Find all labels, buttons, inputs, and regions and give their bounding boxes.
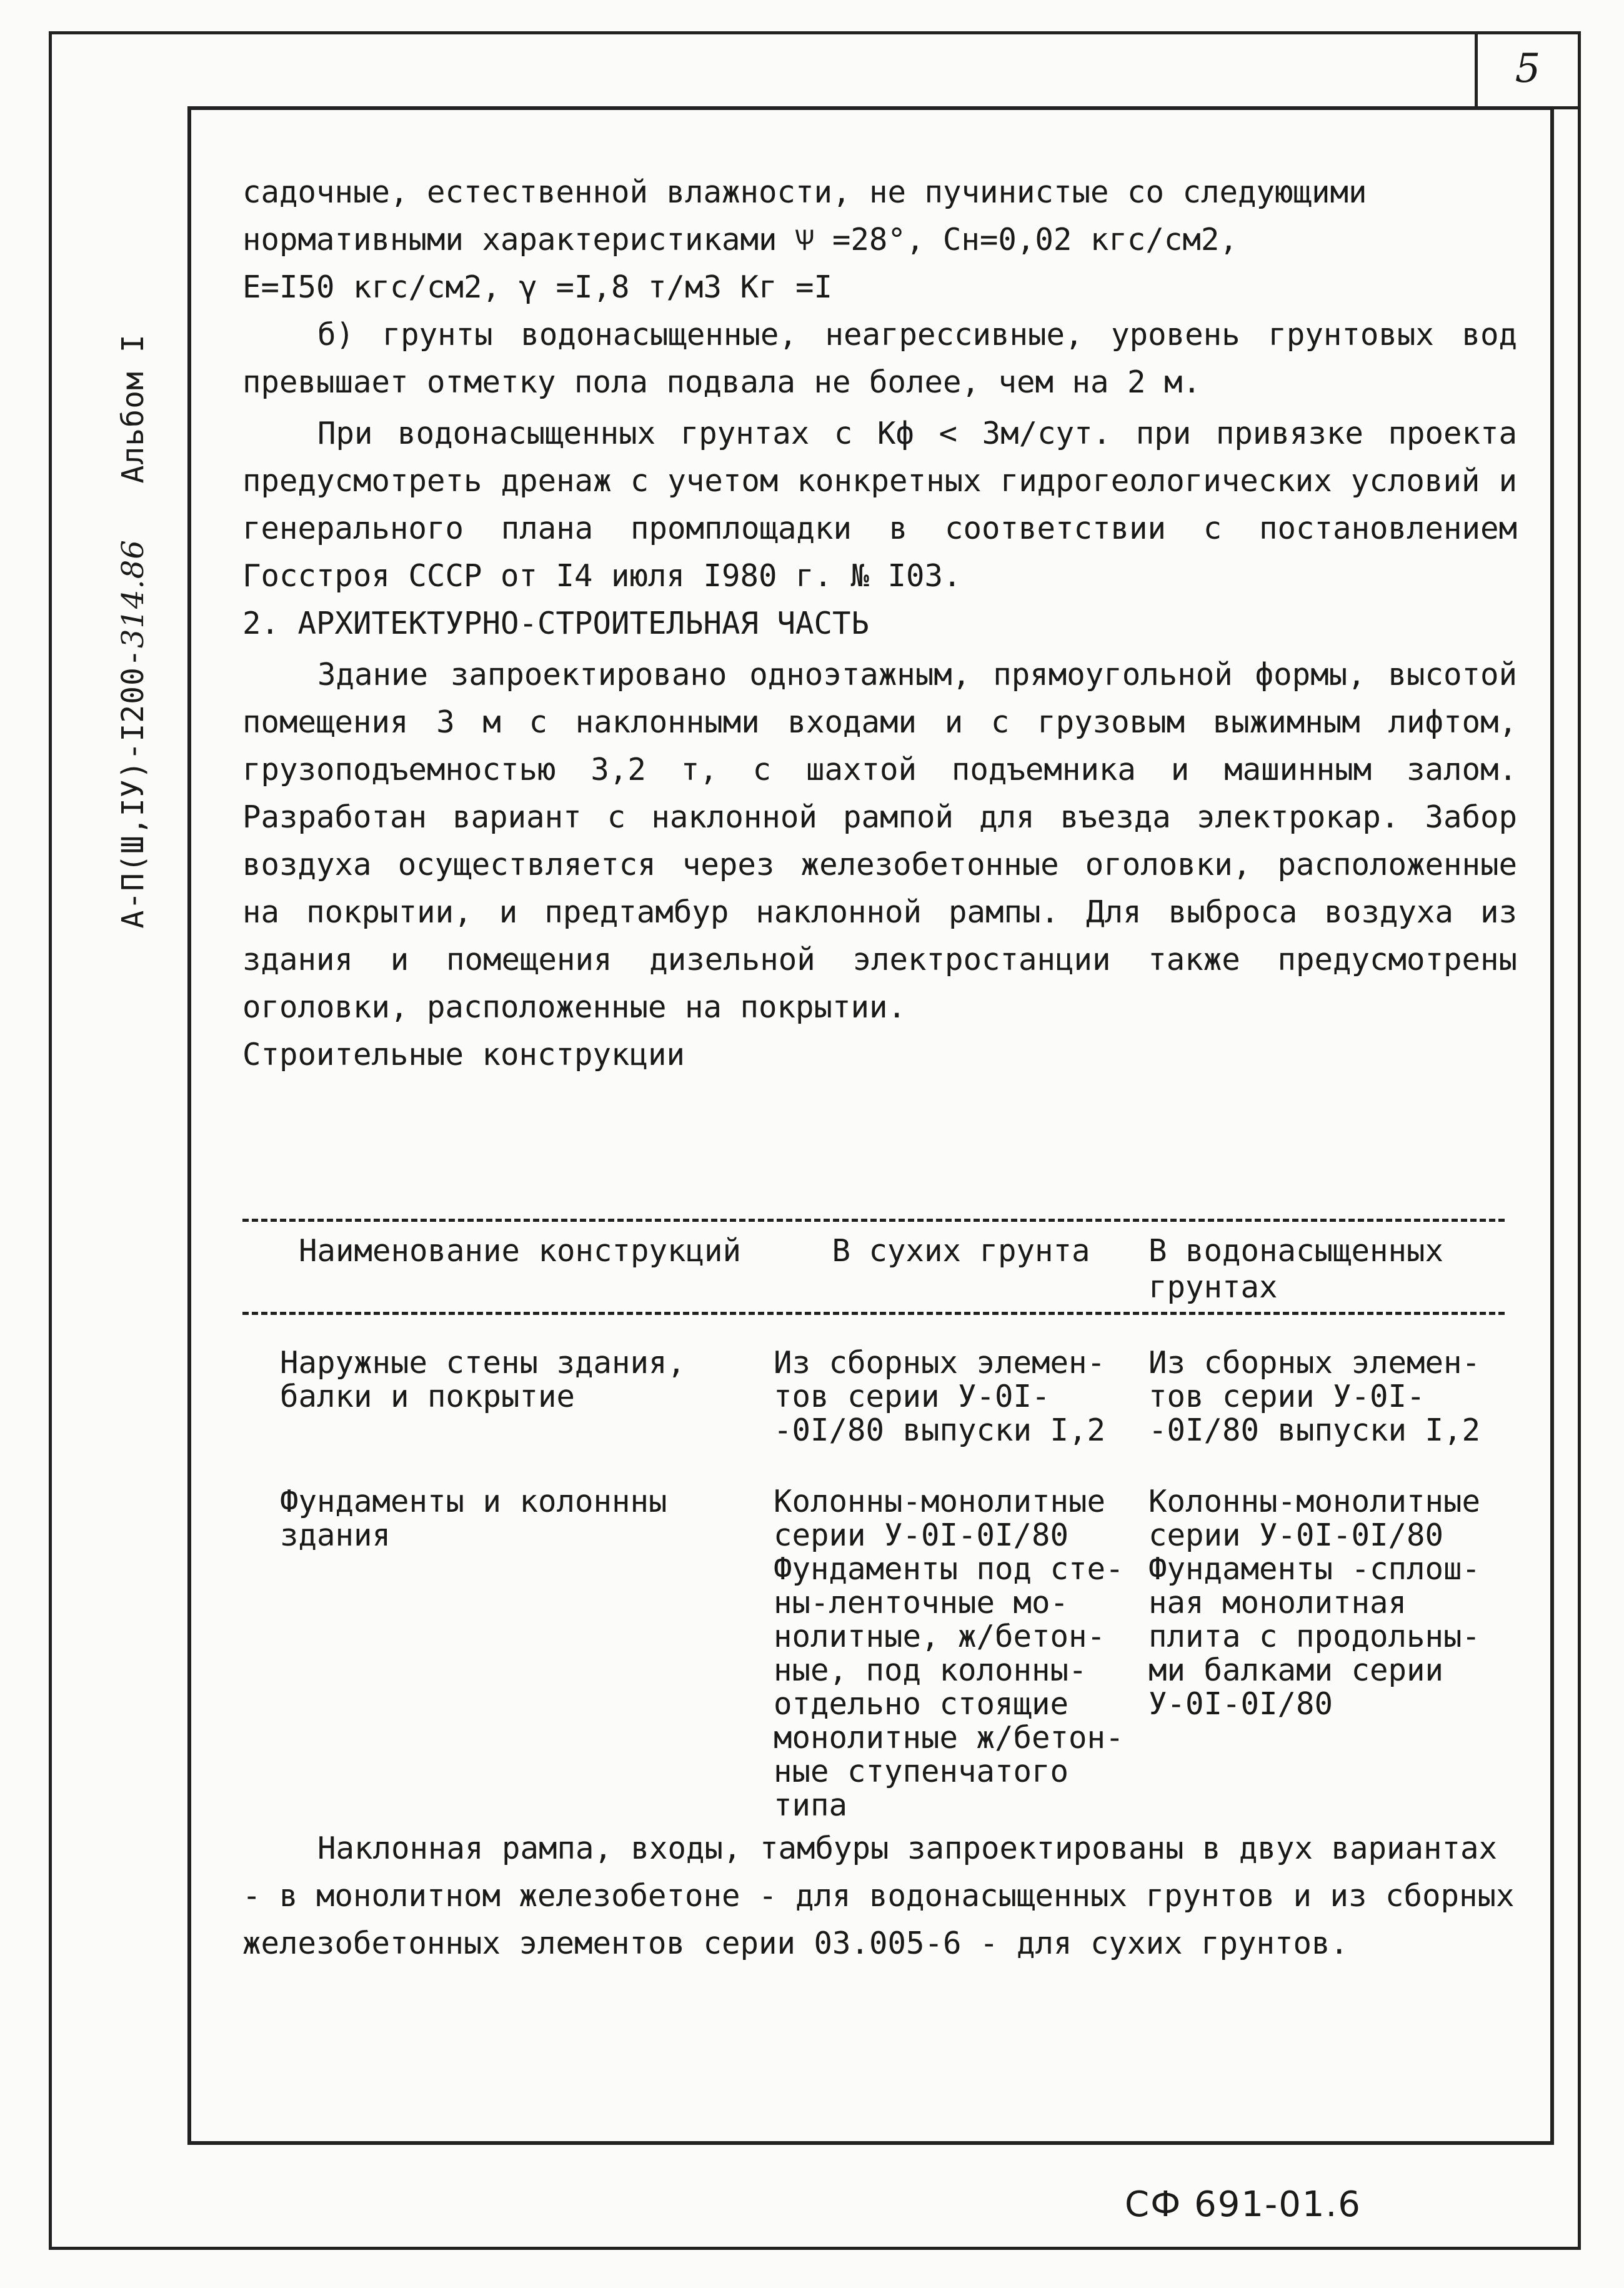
table-title: Строительные конструкции xyxy=(242,1037,685,1072)
section-heading: 2. АРХИТЕКТУРНО-СТРОИТЕЛЬНАЯ ЧАСТЬ xyxy=(242,606,870,641)
header-name: Наименование конструкций xyxy=(299,1233,742,1269)
table-row xyxy=(242,1346,1505,1447)
intro-line: садочные, естественной влажности, не пучинистые со следующими xyxy=(242,174,1367,210)
cell-dry: Колонны-монолитные серии У-0I-0I/80 Фундаменты под сте- ны-ленточные мо- нолитные, ж/бетон- ные, под колонны- отдельно стоящие монолитные ж/бетон- ные ступенчатого типа xyxy=(774,1484,1124,1823)
final-text xyxy=(242,1825,1517,1967)
main-text xyxy=(242,169,1517,1079)
paragraph-b: б) грунты водонасыщенные, неагрессивные, уровень грунтовых вод превышает отметку пола подвала не более, чем на 2 м. xyxy=(242,317,1517,400)
constructions-table xyxy=(242,1219,1505,1822)
stamp-code: А-П(Ш,IУ)-I200- xyxy=(116,648,151,929)
page-number xyxy=(1475,31,1578,109)
cell-name: Наружные стены здания, балки и покрытие xyxy=(280,1345,686,1414)
page-number-text: 5 xyxy=(1515,46,1541,92)
side-stamp xyxy=(116,334,151,928)
intro-paragraph xyxy=(242,169,1517,311)
cell-wet: Колонны-монолитные серии У-0I-0I/80 Фундаменты -сплош- ная монолитная плита с продольны- ми балками серии У-0I-0I/80 xyxy=(1148,1484,1481,1722)
cell-wet: Из сборных элемен- тов серии У-0I- -0I/80 выпуски I,2 xyxy=(1148,1345,1481,1448)
intro-line: нормативными характеристиками Ѱ =28°, Сн=0,02 кгс/см2, xyxy=(242,222,1238,257)
paragraph-ramp: Наклонная рампа, входы, тамбуры запроектированы в двух вариантах - в монолитном железобетоне - для водонасыщенных грунтов и из сборных железобетонных элементов серии 03.005-6 - для сухих грунтов. xyxy=(242,1831,1515,1961)
stamp-handwritten-number: 314.86 xyxy=(116,539,151,649)
stamp-album: Альбом I xyxy=(116,334,151,484)
table-row xyxy=(242,1485,1505,1822)
cell-name: Фундаменты и колоннны здания xyxy=(280,1484,667,1553)
table-header xyxy=(242,1222,1505,1312)
header-dry: В сухих грунта xyxy=(832,1233,1090,1269)
paragraph-drainage: При водонасыщенных грунтах с Кф < 3м/сут. при привязке проекта предусмотреть дренаж с учетом конкретных гидрогеологических условий и генерального плана промплощадки в соответствии с постановлением Госстроя СССР от I4 июля I980 г. № I03. xyxy=(242,416,1517,594)
header-wet: В водонасыщенных грунтах xyxy=(1148,1233,1444,1305)
paragraph-building: Здание запроектировано одноэтажным, прямоугольной формы, высотой помещения 3 м с наклонными входами и с грузовым выжимным лифтом, грузоподъемностью 3,2 т, с шахтой подъемника и машинным залом. Разработан вариант с наклонной рампой для въезда электрокар. Забор воздуха осуществляется через железобетонные оголовки, расположенные на покрытии, и предтамбур наклонной рампы. Для выброса воздуха из здания и помещения дизельной электростанции также предусмотрены оголовки, расположенные на покрытии. xyxy=(242,657,1517,1025)
footer-code: СФ 691-01.6 xyxy=(1125,2184,1362,2225)
cell-dry: Из сборных элемен- тов серии У-0I- -0I/80 выпуски I,2 xyxy=(774,1345,1106,1448)
intro-line: Е=I50 кгс/см2, γ =I,8 т/м3 Кг =I xyxy=(242,269,833,305)
